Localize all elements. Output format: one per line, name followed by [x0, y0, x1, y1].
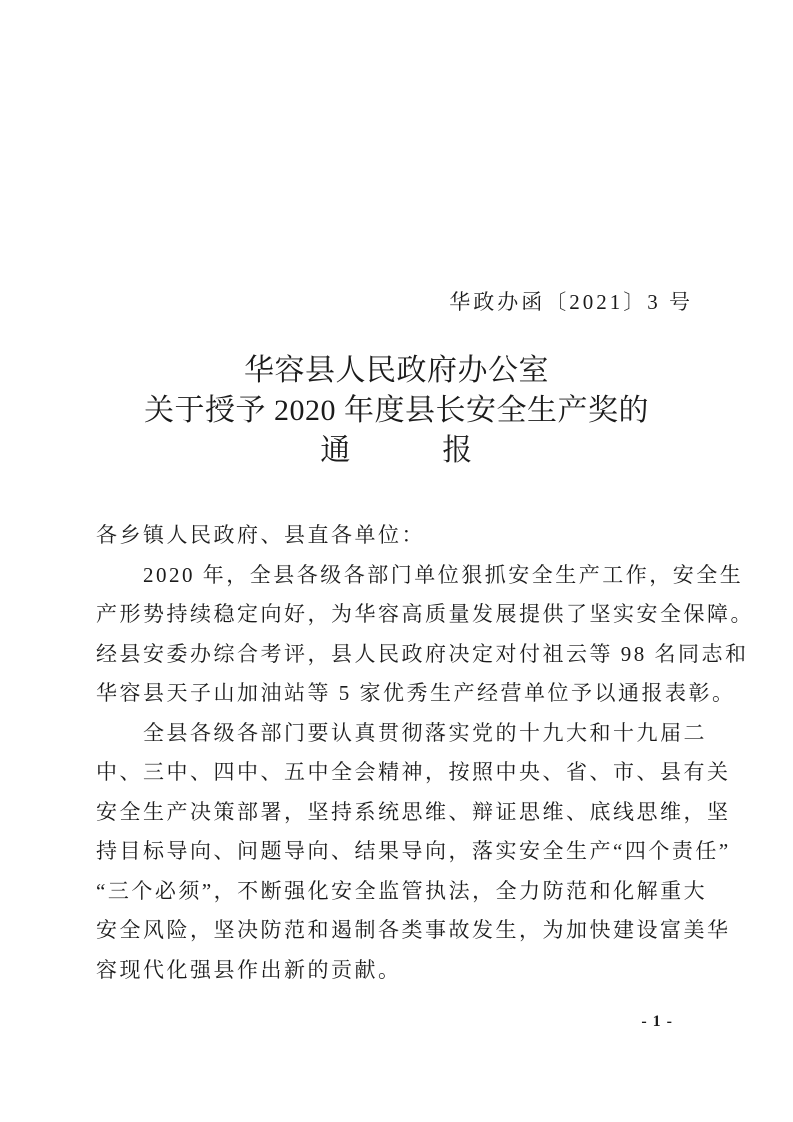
- body-line: 产形势持续稳定向好，为华容高质量发展提供了坚实安全保障。: [96, 602, 754, 626]
- body-line: 华容县天子山加油站等 5 家优秀生产经营单位予以通报表彰。: [96, 681, 736, 705]
- title-line-doctype: 通 报: [320, 434, 473, 467]
- body-line: 经县安委办综合考评，县人民政府决定对付祖云等 98 名同志和: [96, 641, 749, 666]
- title-line-subject: 关于授予 2020 年度县长安全生产奖的: [144, 394, 649, 427]
- reference-number: 华政办函〔2021〕3 号: [449, 290, 693, 314]
- body-line: 全县各级各部门要认真贯彻落实党的十九大和十九届二: [96, 720, 707, 745]
- body-line: 持目标导向、问题导向、结果导向，落实安全生产“四个责任”: [96, 839, 731, 863]
- body-line: 中、三中、四中、五中全会精神，按照中央、省、市、县有关: [96, 760, 731, 784]
- page-number: - 1 -: [641, 1013, 673, 1030]
- body-line: 2020 年，全县各级各部门单位狠抓安全生产工作，安全生: [96, 562, 744, 587]
- body-line: “三个必须”，不断强化安全监管执法，全力防范和化解重大: [96, 878, 708, 903]
- body-line: 安全风险，坚决防范和遏制各类事故发生，为加快建设富美华: [96, 918, 731, 942]
- document-title: [0, 351, 793, 471]
- body-line-salutation: 各乡镇人民政府、县直各单位：: [96, 523, 425, 547]
- body-line: 安全生产决策部署，坚持系统思维、辩证思维、底线思维，坚: [96, 799, 731, 824]
- title-line-issuer: 华容县人民政府办公室: [244, 354, 549, 387]
- body-line: 容现代化强县作出新的贡献。: [96, 957, 402, 982]
- document-body: [96, 516, 754, 990]
